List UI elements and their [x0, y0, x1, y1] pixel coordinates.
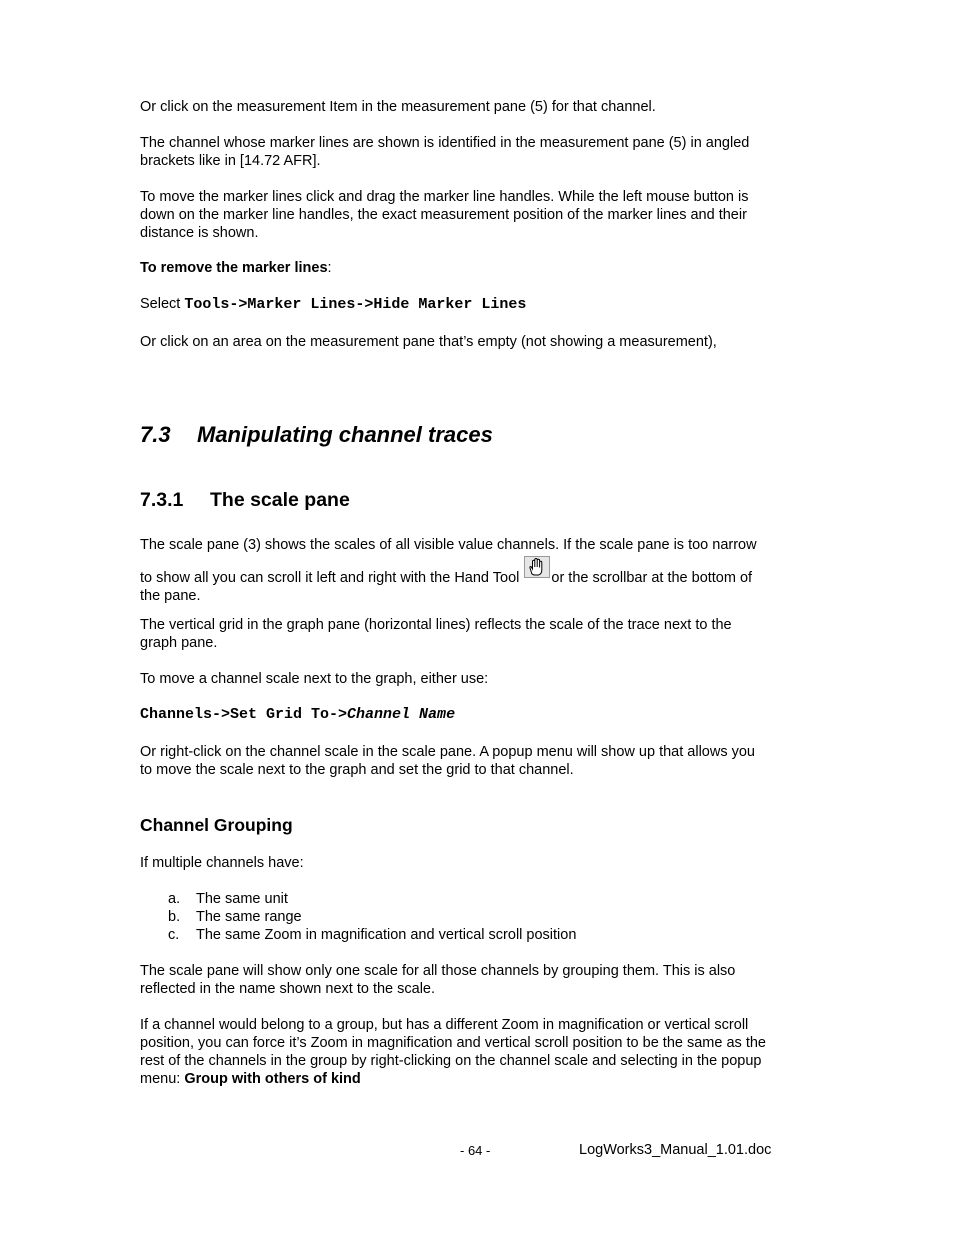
list-item	[140, 926, 820, 944]
text-line: To move the marker lines click and drag the marker line handles. While the left mouse button is	[140, 189, 749, 205]
paragraph-measurement-item: Or click on the measurement Item in the measurement pane (5) for that channel.	[140, 99, 656, 115]
list-marker: b.	[168, 909, 181, 925]
paragraph-grouping-effect	[140, 962, 820, 998]
text-line: The scale pane will show only one scale for all those channels by grouping them. This is also	[140, 963, 736, 979]
list-marker: a.	[168, 891, 181, 907]
paragraph-select-hide	[140, 295, 820, 314]
menu-path-set-grid: Channels->Set Grid To->	[140, 706, 348, 723]
text-line: Or right-click on the channel scale in the scale pane. A popup menu will show up that allows you	[140, 744, 755, 760]
text-line: graph pane.	[140, 635, 218, 651]
text-line: rest of the channels in the group by right-clicking on the channel scale and selecting in the popup	[140, 1053, 762, 1069]
grouping-criteria-list	[140, 890, 820, 944]
text-line: position, you can force it’s Zoom in magnification and vertical scroll position to be the same as the	[140, 1035, 766, 1051]
text-line: distance is shown.	[140, 225, 259, 241]
subsection-number: 7.3.1	[140, 489, 184, 511]
list-item	[140, 890, 820, 908]
paragraph-vertical-grid	[140, 616, 820, 652]
menu-path-hide-marker-lines: Tools->Marker Lines->Hide Marker Lines	[184, 296, 527, 313]
list-item-text: The same range	[196, 909, 302, 925]
text-line: The scale pane (3) shows the scales of all visible value channels. If the scale pane is too narrow	[140, 537, 757, 553]
colon: :	[327, 260, 332, 276]
text-line: down on the marker line handles, the exact measurement position of the marker lines and their	[140, 207, 747, 223]
page-number: - 64 -	[460, 1143, 491, 1158]
paragraph-right-click-scale	[140, 743, 820, 779]
list-item	[140, 908, 820, 926]
list-marker: c.	[168, 927, 180, 943]
text-line: brackets like in [14.72 AFR].	[140, 153, 321, 169]
text-fragment: to show all you can scroll it left and right with the Hand Tool	[140, 570, 524, 586]
select-word: Select	[140, 296, 185, 312]
subsection-title: The scale pane	[210, 489, 350, 511]
paragraph-channel-identified	[140, 134, 820, 170]
channel-name-placeholder: Channel Name	[347, 706, 456, 723]
paragraph-move-marker-lines	[140, 188, 820, 242]
paragraph-channels-menu-path	[140, 705, 820, 724]
subsection-heading	[140, 489, 820, 512]
remove-marker-lines-label: To remove the marker lines	[140, 260, 328, 276]
section-heading	[140, 422, 820, 448]
list-item-text: The same Zoom in magnification and vertical scroll position	[196, 927, 577, 943]
hand-icon	[524, 556, 550, 578]
menu-item-group-with-others: Group with others of kind	[184, 1071, 361, 1087]
paragraph-scale-pane	[140, 536, 820, 605]
text-line: The channel whose marker lines are shown is identified in the measurement pane (5) in angled	[140, 135, 750, 151]
paragraph-click-empty-area: Or click on an area on the measurement pane that’s empty (not showing a measurement),	[140, 334, 717, 350]
paragraph-multiple-channels: If multiple channels have:	[140, 855, 304, 871]
list-item-text: The same unit	[196, 891, 288, 907]
channel-grouping-heading: Channel Grouping	[140, 815, 293, 835]
text-fragment: menu:	[140, 1071, 185, 1087]
text-line: The vertical grid in the graph pane (horizontal lines) reflects the scale of the trace next to the	[140, 617, 732, 633]
text-line: If a channel would belong to a group, but has a different Zoom in magnification or vertical scroll	[140, 1017, 749, 1033]
text-line	[140, 1070, 820, 1088]
text-line: the pane.	[140, 588, 201, 604]
paragraph-remove-heading	[140, 259, 820, 277]
text-line: reflected in the name shown next to the scale.	[140, 981, 436, 997]
text-line-with-icon	[140, 562, 820, 587]
footer-filename: LogWorks3_Manual_1.01.doc	[579, 1142, 772, 1158]
section-title: Manipulating channel traces	[197, 422, 493, 447]
paragraph-move-channel-scale: To move a channel scale next to the graph, either use:	[140, 671, 489, 687]
text-line: to move the scale next to the graph and set the grid to that channel.	[140, 762, 574, 778]
text-fragment: or the scrollbar at the bottom of	[551, 570, 753, 586]
paragraph-force-group	[140, 1016, 820, 1088]
section-number: 7.3	[140, 422, 171, 447]
